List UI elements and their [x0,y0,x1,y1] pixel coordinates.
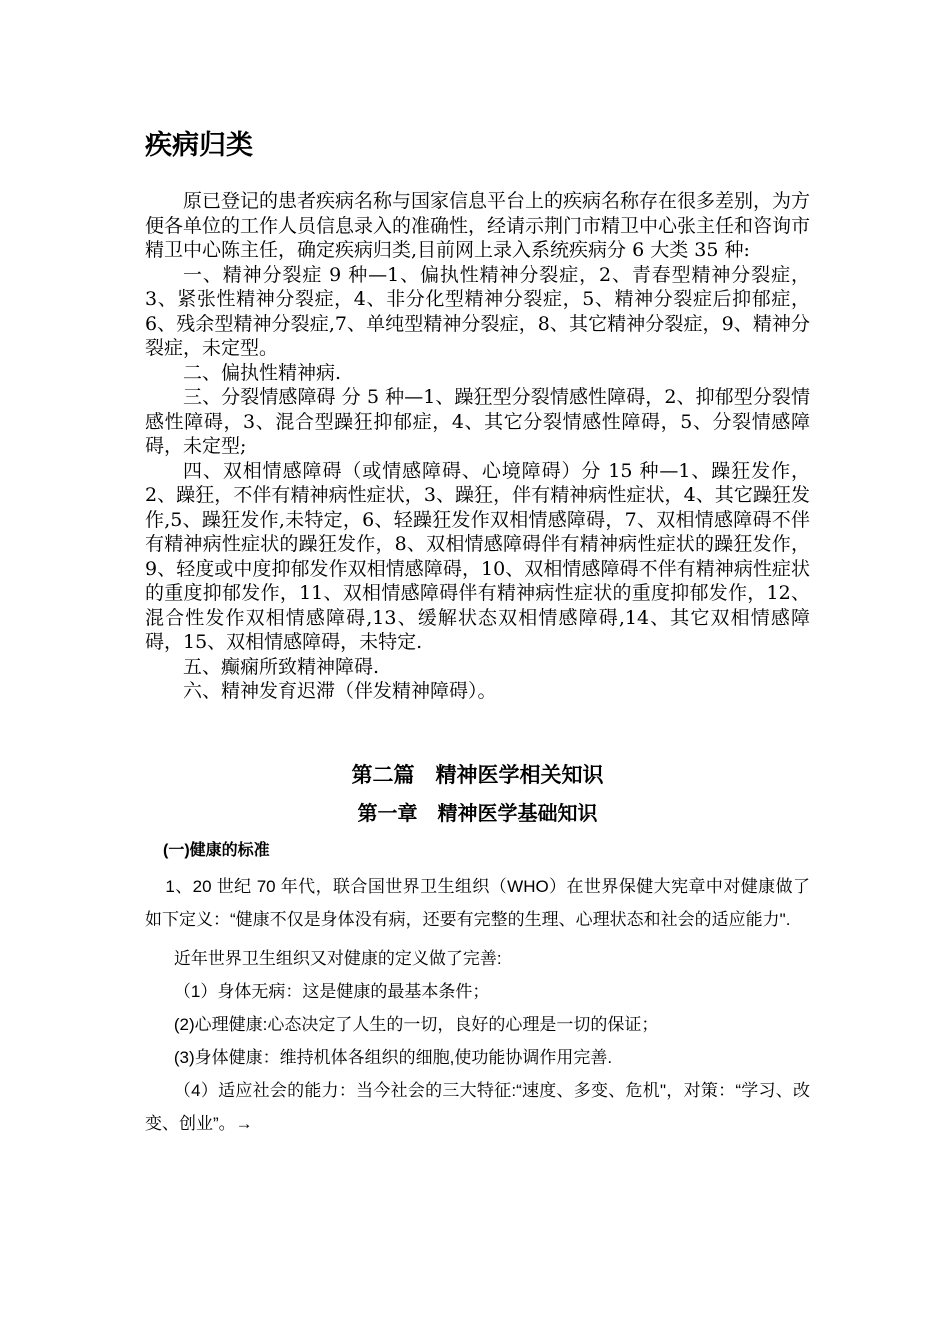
intro-paragraph: 原已登记的患者疾病名称与国家信息平台上的疾病名称存在很多差别，为方便各单位的工作人员信息录入的准确性，经请示荆门市精卫中心张主任和咨询市精卫中心陈主任，确定疾病归类,目前网上录入系统疾病分 6 大类 35 种: [145,190,811,261]
health-standard-body [145,870,810,1140]
health-item-4: （4）适应社会的能力：当今社会的三大特征:“速度、多变、危机"，对策：“学习、改变、创业”。→ [145,1081,810,1133]
section-title: 疾病归类 [145,130,253,161]
category-mental-retardation: 六、精神发育迟滞（伴发精神障碍）。 [183,680,497,702]
who-definition-paragraph: 1、20 世纪 70 年代，联合国世界卫生组织（WHO）在世界保健大宪章中对健康做了如下定义：“健康不仅是身体没有病，还要有完整的生理、心理状态和社会的适应能力". [145,877,810,929]
category-paranoid-psychosis: 二、偏执性精神病. [183,361,342,384]
category-bipolar: 四、双相情感障碍（或情感障碍、心境障碍）分 15 种—1、躁狂发作，2、躁狂，不伴有精神病性症状，3、躁狂，伴有精神病性症状，4、其它躁狂发作,5、躁狂发作,未特定，6、轻躁狂发作双相情感障碍，7、双相情感障碍不伴有精神病性症状的躁狂发作，8、双相情感障碍伴有精神病性症状的躁狂发作，9、轻度或中度抑郁发作双相情感障碍，10、双相情感障碍不伴有精神病性症状的重度抑郁发作，11、双相情感障碍伴有精神病性症状的重度抑郁发作，12、混合性发作双相情感障碍,13、缓解状态双相情感障碍,14、其它双相情感障碍，15、双相情感障碍，未特定. [145,459,810,653]
health-item-3: (3)身体健康：维持机体各组织的细胞,使功能协调作用完善. [173,1048,613,1067]
health-item-2: (2)心理健康:心态决定了人生的一切，良好的心理是一切的保证； [173,1015,659,1034]
subsection-heading: (一)健康的标准 [163,842,270,859]
category-schizoaffective: 三、分裂情感障碍 分 5 种—1、躁狂型分裂情感性障碍，2、抑郁型分裂情感性障碍，3、混合型躁狂抑郁症，4、其它分裂情感性障碍，5、分裂情感障碍，未定型; [145,386,810,457]
part-title: 第二篇 精神医学相关知识 [351,764,604,787]
who-update-paragraph: 近年世界卫生组织又对健康的定义做了完善: [173,949,502,968]
category-epilepsy: 五、癫痫所致精神障碍. [183,655,380,678]
health-item-1: （1）身体无病：这是健康的最基本条件； [173,982,490,1001]
disease-classification-body [145,189,810,704]
category-schizophrenia: 一、精神分裂症 9 种—1、偏执性精神分裂症，2、青春型精神分裂症，3、紧张性精神分裂症，4、非分化型精神分裂症，5、精神分裂症后抑郁症，6、残余型精神分裂症,7、单纯型精神分裂症，8、其它精神分裂症，9、精神分裂症，未定型。 [145,263,810,359]
chapter-title: 第一章 精神医学基础知识 [357,803,598,825]
